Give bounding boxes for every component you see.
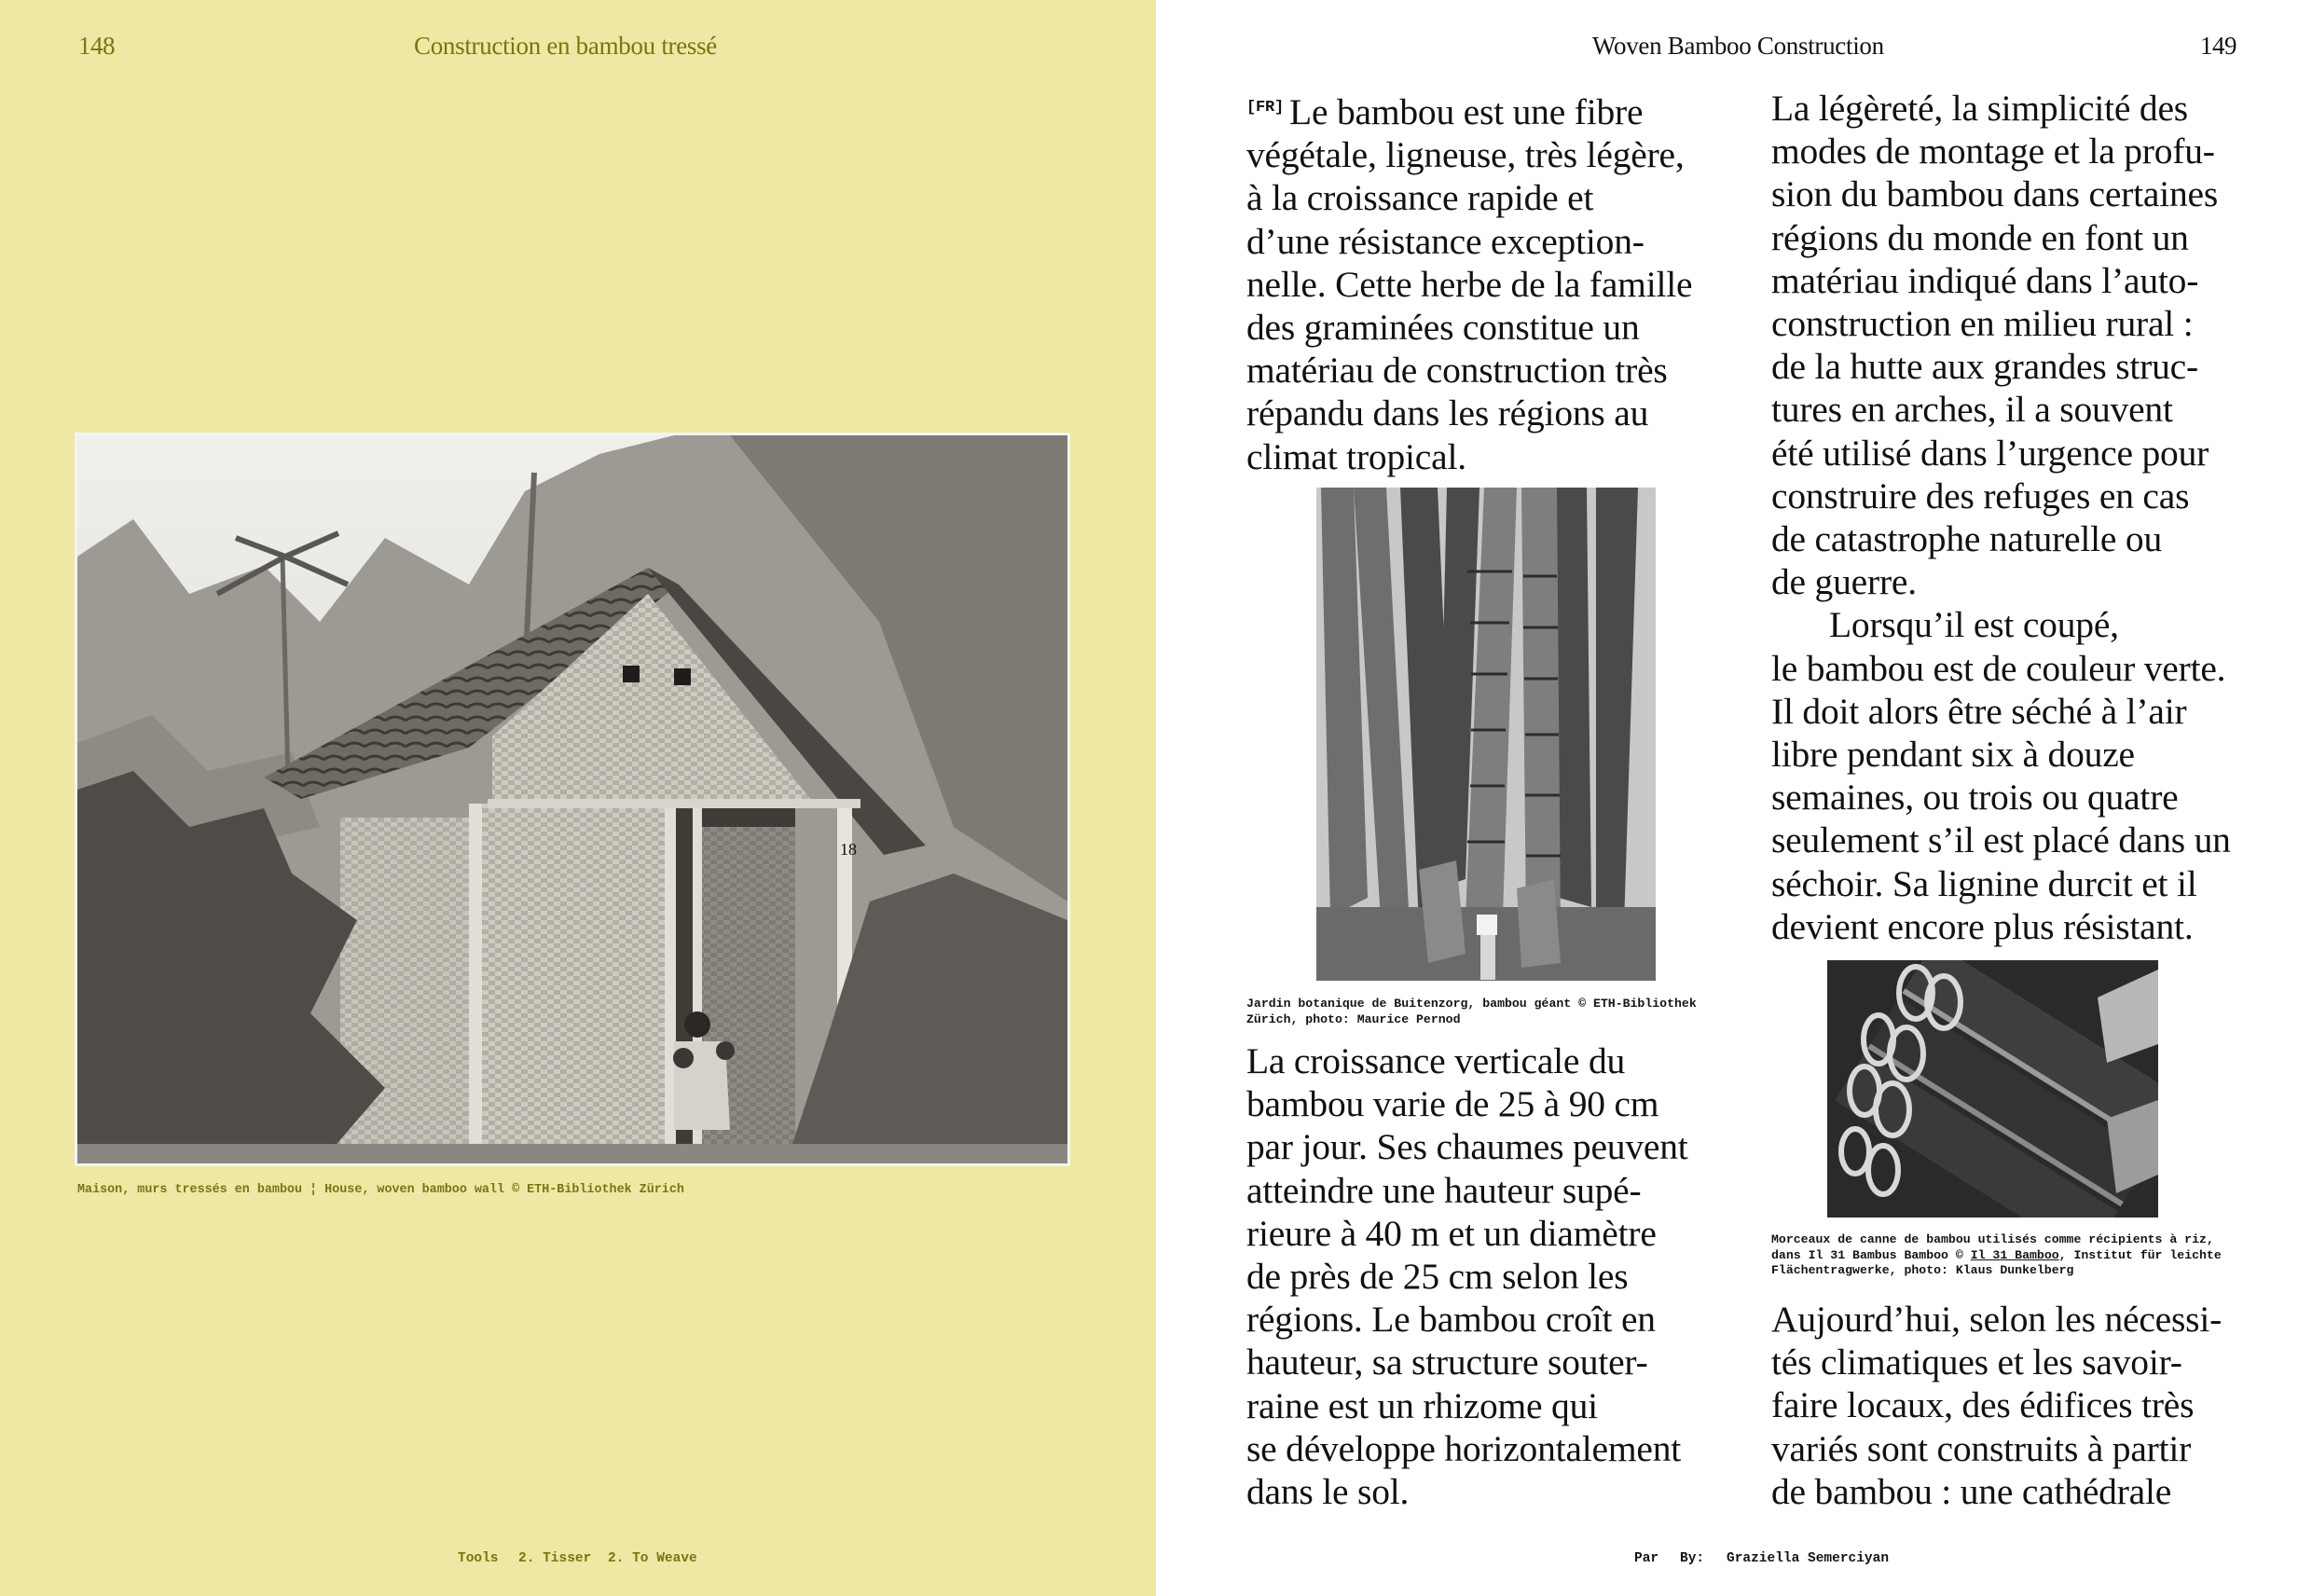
text-line: variés sont construits à partir (1771, 1427, 2192, 1469)
text-line: se développe horizontalement (1246, 1427, 1682, 1469)
text-line: La légèreté, la simplicité des (1771, 88, 2188, 129)
language-tag: [FR] (1246, 99, 1285, 117)
caption-line: Morceaux de canne de bambou utilisés comme récipients à riz, (1771, 1232, 2214, 1246)
text-line: climat tropical. (1246, 435, 1466, 477)
footer-chapter-fr: 2. Tisser (518, 1551, 592, 1566)
column-2-paragraph-3 (1771, 1298, 2275, 1513)
text-line: libre pendant six à douze (1771, 734, 2135, 776)
caption-line: Flächentragwerke, photo: Klaus Dunkelberg (1771, 1263, 2074, 1277)
text-line: matériau de construction très (1246, 350, 1668, 392)
text-line: construction en milieu rural : (1771, 303, 2194, 345)
text-line: modes de montage et la profu- (1771, 131, 2215, 172)
text-line: Lorsqu’il est coupé, (1829, 604, 2119, 646)
text-line: La croissance verticale du (1246, 1040, 1626, 1081)
text-line: Le bambou est une fibre (1289, 91, 1644, 132)
page-number-right: 149 (2200, 32, 2236, 60)
text-line: des graminées constitue un (1246, 307, 1640, 349)
text-line: devient encore plus résistant. (1771, 905, 2194, 947)
svg-text:18: 18 (840, 840, 857, 859)
text-line: été utilisé dans l’urgence pour (1771, 432, 2209, 474)
text-line: atteindre une hauteur supé- (1246, 1169, 1642, 1211)
text-line: de la hutte aux grandes struc- (1771, 346, 2198, 388)
text-line: sion du bambou dans certaines (1771, 173, 2219, 215)
house-photo (77, 435, 1067, 1163)
text-line: séchoir. Sa lignine durcit et il (1771, 862, 2197, 904)
footer-author-name: Graziella Semerciyan (1727, 1551, 1890, 1566)
footer-section-tools: Tools (458, 1551, 499, 1566)
text-line: régions. Le bambou croît en (1246, 1299, 1656, 1341)
column-1-paragraph-1 (1246, 87, 1731, 478)
caption-line (1771, 1248, 2222, 1264)
footer-by-label: By: (1680, 1551, 1705, 1566)
caption-text: dans Il 31 Bambus Bamboo © (1771, 1247, 1971, 1262)
rice-container-caption (1771, 1232, 2222, 1279)
text-line: tures en arches, il a souvent (1771, 389, 2173, 431)
text-line: hauteur, sa structure souter- (1246, 1341, 1648, 1383)
text-line: de catastrophe naturelle ou (1771, 518, 2163, 560)
text-line: rieure à 40 m et un diamètre (1246, 1212, 1657, 1254)
giant-bamboo-caption (1246, 997, 1697, 1027)
footer-chapter-en: 2. To Weave (608, 1551, 697, 1566)
text-line: Il doit alors être séché à l’air (1771, 690, 2187, 732)
footer-par-label: Par (1634, 1551, 1659, 1566)
text-line: tés climatiques et les savoir- (1771, 1341, 2182, 1383)
bamboo-rice-containers-image (1827, 960, 2158, 1218)
text-line: raine est un rhizome qui (1246, 1384, 1598, 1426)
giant-bamboo-photo (1316, 488, 1656, 981)
text-line: matériau indiqué dans l’auto- (1771, 259, 2199, 301)
text-line: répandu dans les régions au (1246, 392, 1649, 434)
right-page (1156, 0, 2312, 1596)
text-line: semaines, ou trois ou quatre (1771, 777, 2179, 819)
text-line: dans le sol. (1246, 1471, 1410, 1513)
text-line: à la croissance rapide et (1246, 177, 1594, 219)
house-photo-caption: Maison, murs tressés en bambou ¦ House, woven bamboo wall © ETH-Bibliothek Zürich (77, 1183, 684, 1197)
book-title-link[interactable]: Il 31 Bamboo (1970, 1247, 2059, 1262)
caption-line: Jardin botanique de Buitenzorg, bambou géant © ETH-Bibliothek (1246, 997, 1697, 1011)
text-line: construire des refuges en cas (1771, 475, 2190, 516)
rice-container-photo (1827, 960, 2158, 1218)
text-line: bambou varie de 25 à 90 cm (1246, 1083, 1659, 1125)
text-line: faire locaux, des édifices très (1771, 1384, 2195, 1426)
text-line: par jour. Ses chaumes peuvent (1246, 1126, 1688, 1168)
caption-line: Zürich, photo: Maurice Pernod (1246, 1011, 1461, 1026)
text-line: d’une résistance exception- (1246, 220, 1645, 262)
column-1-paragraph-2 (1246, 1039, 1731, 1513)
text-line: de bambou : une cathédrale (1771, 1470, 2172, 1512)
text-line: végétale, ligneuse, très légère, (1246, 134, 1685, 176)
column-2-paragraph-1 (1771, 87, 2275, 948)
text-line: Aujourd’hui, selon les nécessi- (1771, 1299, 2223, 1340)
giant-bamboo-image (1316, 488, 1656, 981)
text-line: seulement s’il est placé dans un (1771, 819, 2231, 861)
text-line: le bambou est de couleur verte. (1771, 647, 2226, 689)
text-line: de près de 25 cm selon les (1246, 1256, 1629, 1298)
page-number-left: 148 (78, 32, 115, 60)
text-line: nelle. Cette herbe de la famille (1246, 263, 1693, 305)
woven-bamboo-house-image (77, 435, 1067, 1163)
running-title-left: Construction en bambou tressé (414, 32, 717, 60)
text-line: de guerre. (1771, 561, 1917, 603)
caption-text: , Institut für leichte (2058, 1247, 2222, 1262)
text-line: régions du monde en font un (1771, 216, 2189, 258)
running-title-right: Woven Bamboo Construction (1592, 32, 1884, 60)
